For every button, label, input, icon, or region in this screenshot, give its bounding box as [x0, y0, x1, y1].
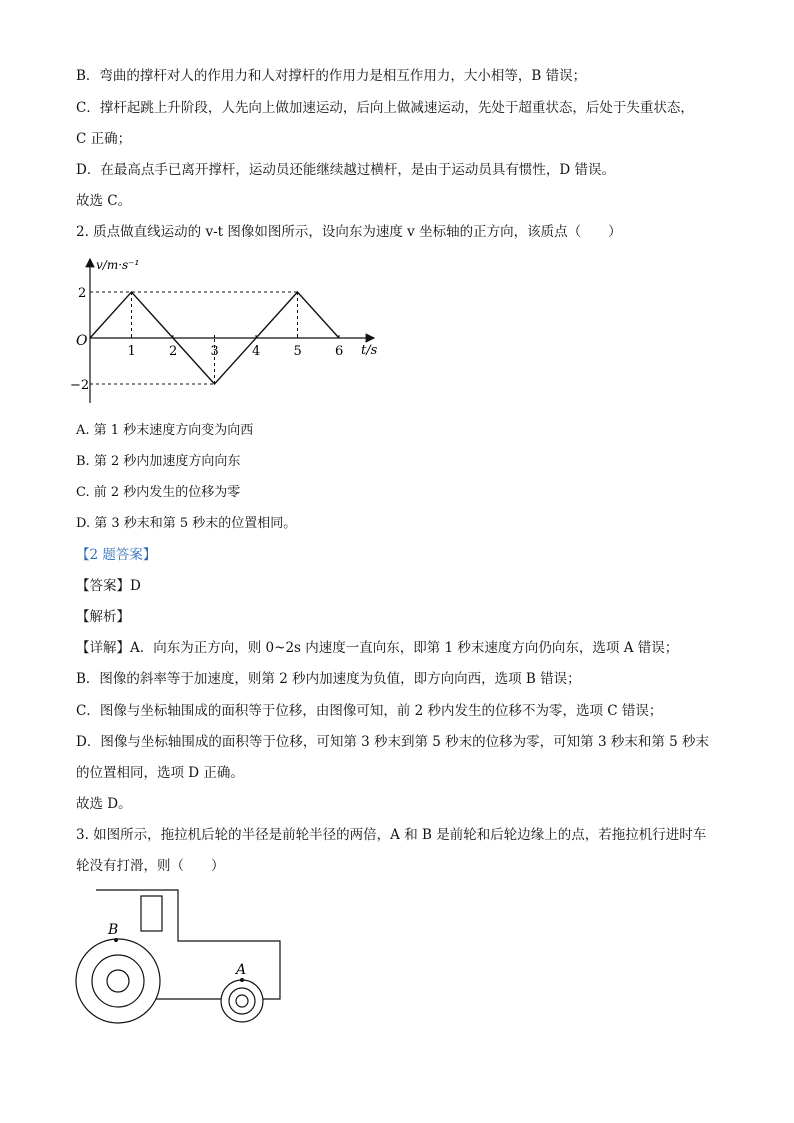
tractor-body-lower [152, 958, 222, 999]
q1-option-c-analysis-cont: C 正确； [76, 131, 132, 147]
q1-option-d-analysis: D．在最高点手已离开撑杆，运动员还能继续越过横杆，是由于运动员具有惯性，D 错误。 [76, 162, 615, 178]
x-tick-label-6: 6 [335, 344, 344, 359]
q3-stem-line2: 轮没有打滑，则（ ） [76, 858, 225, 874]
q2-analysis-d: D．图像与坐标轴围成的面积等于位移，可知第 3 秒末到第 5 秒末的位移为零，可知第 3 秒末和第 5 秒末 [76, 734, 710, 750]
y-axis-label: v/m·s⁻¹ [96, 258, 140, 272]
front-wheel-outer [221, 980, 263, 1022]
q2-stem: 2. 质点做直线运动的 v-t 图像如图所示，设向东为速度 v 坐标轴的正方向，该质点（ ） [76, 224, 622, 240]
q2-analysis-c: C．图像与坐标轴围成的面积等于位移，由图像可知，前 2 秒内发生的位移不为零，选项 C 错误； [76, 703, 663, 719]
q1-conclusion: 故选 C。 [76, 193, 132, 209]
rear-wheel-outer [76, 939, 160, 1023]
x-tick-label-4: 4 [252, 344, 261, 359]
q1-option-b-analysis: B．弯曲的撑杆对人的作用力和人对撑杆的作用力是相互作用力，大小相等，B 错误； [76, 68, 587, 84]
point-b-dot [114, 938, 118, 942]
tractor-diagram [72, 882, 332, 1032]
q3-stem-line1: 3. 如图所示，拖拉机后轮的半径是前轮半径的两倍，A 和 B 是前轮和后轮边缘上的点，若拖拉机行进时车 [76, 827, 707, 843]
x-tick-label-5: 5 [293, 344, 302, 359]
q2-answer-header: 【2 题答案】 [76, 547, 157, 563]
x-tick-label-1: 1 [127, 344, 136, 359]
tractor-window [141, 896, 162, 931]
x-tick-label-3: 3 [210, 344, 219, 359]
point-a-dot [240, 978, 244, 982]
q2-option-d: D. 第 3 秒末和第 5 秒末的位置相同。 [76, 516, 297, 531]
q1-option-c-analysis: C．撑杆起跳上升阶段，人先向上做加速运动，后向上做减速运动，先处于超重状态，后处于失重状态， [76, 100, 694, 116]
q2-analysis-d-cont: 的位置相同，选项 D 正确。 [76, 765, 244, 781]
q2-analysis-b: B．图像的斜率等于加速度，则第 2 秒内加速度为负值，即方向向西，选项 B 错误； [76, 671, 581, 687]
y-tick-label-neg2: −2 [70, 378, 90, 393]
q2-answer: 【答案】D [76, 578, 141, 594]
point-b-label: B [108, 922, 119, 938]
y-tick-label-pos2: 2 [78, 286, 87, 301]
q2-analysis-header: 【解析】 [76, 609, 130, 625]
q2-option-c: C. 前 2 秒内发生的位移为零 [76, 485, 241, 500]
x-axis-label: t/s [361, 343, 378, 358]
vt-chart [70, 255, 390, 405]
q2-conclusion: 故选 D。 [76, 796, 132, 812]
q2-option-a: A. 第 1 秒末速度方向变为向西 [76, 423, 254, 438]
q2-option-b: B. 第 2 秒内加速度方向向东 [76, 454, 241, 469]
x-tick-label-2: 2 [169, 344, 178, 359]
origin-label: O [76, 333, 88, 349]
q2-analysis-a: 【详解】A．向东为正方向，则 0~2s 内速度一直向东，即第 1 秒末速度方向仍向东，选项 A 错误； [76, 640, 679, 656]
point-a-label: A [236, 962, 247, 978]
